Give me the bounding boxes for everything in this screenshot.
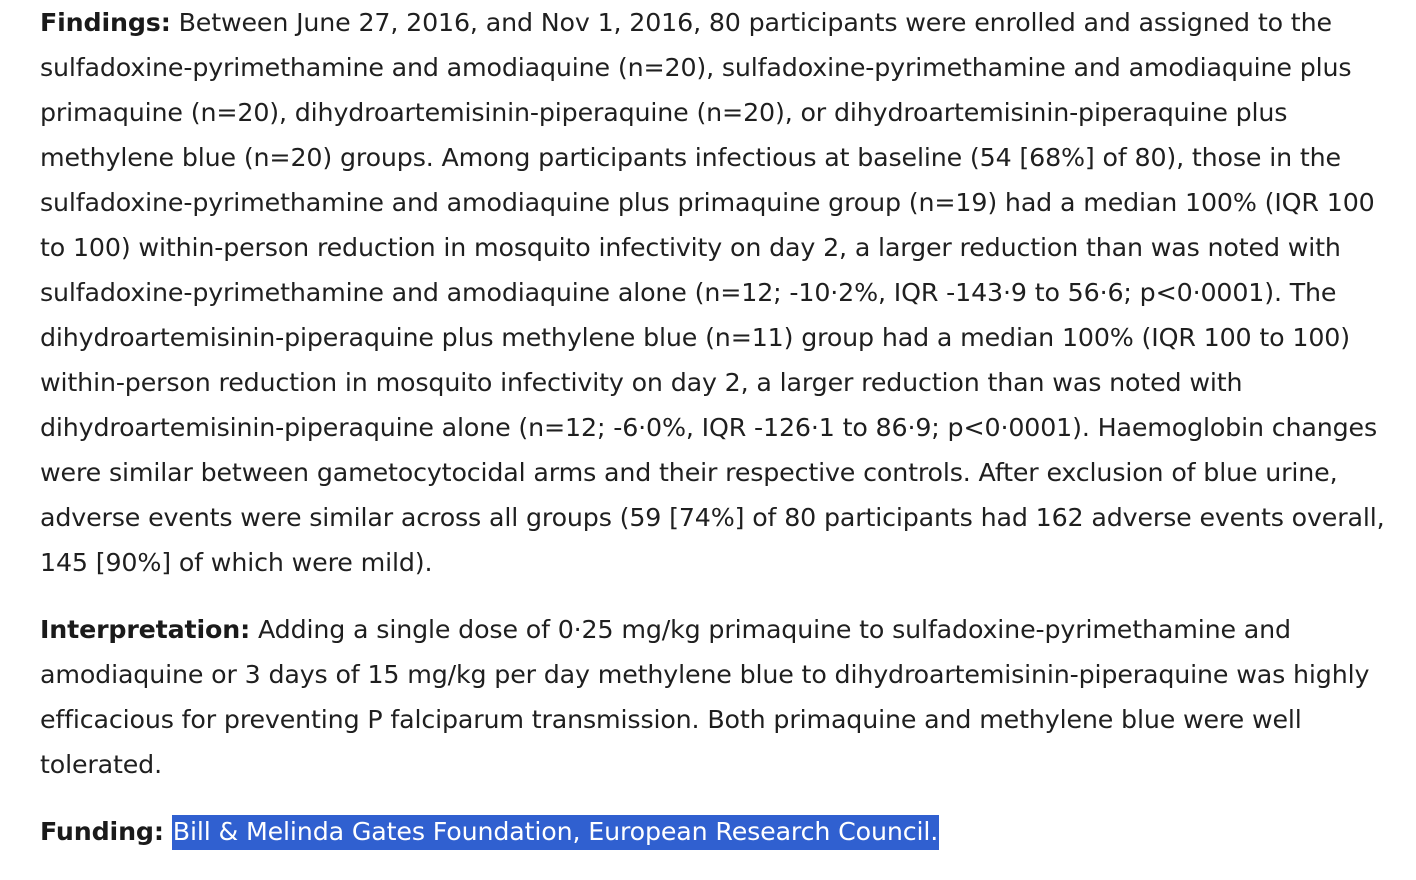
funding-paragraph	[40, 809, 1396, 854]
abstract-body	[40, 0, 1396, 854]
funding-label: Funding:	[40, 817, 164, 846]
findings-text: Between June 27, 2016, and Nov 1, 2016, 80 participants were enrolled and assigned to the sulfadoxine-pyrimethamine and amodiaquine (n=20), sulfadoxine-pyrimethamine and amodiaquine plus primaquine (n=20), dihydroartemisinin-piperaquine (n=20), or dihydroartemisinin-piperaquine plus methylene blue (n=20) groups. Among participants infectious at baseline (54 [68%] of 80), those in the sulfadoxine-pyrimethamine and amodiaquine plus primaquine group (n=19) had a median 100% (IQR 100 to 100) within-person reduction in mosquito infectivity on day 2, a larger reduction than was noted with sulfadoxine-pyrimethamine and amodiaquine alone (n=12; -10·2%, IQR -143·9 to 56·6; p<0·0001). The dihydroartemisinin-piperaquine plus methylene blue (n=11) group had a median 100% (IQR 100 to 100) within-person reduction in mosquito infectivity on day 2, a larger reduction than was noted with dihydroartemisinin-piperaquine alone (n=12; -6·0%, IQR -126·1 to 86·9; p<0·0001). Haemoglobin changes were similar between gametocytocidal arms and their respective controls. After exclusion of blue urine, adverse events were similar across all groups (59 [74%] of 80 participants had 162 adverse events overall, 145 [90%] of which were mild).	[40, 8, 1385, 577]
interpretation-text: Adding a single dose of 0·25 mg/kg primaquine to sulfadoxine-pyrimethamine and amodiaquine or 3 days of 15 mg/kg per day methylene blue to dihydroartemisinin-piperaquine was highly efficacious for preventing P falciparum transmission. Both primaquine and methylene blue were well tolerated.	[40, 615, 1370, 779]
findings-label: Findings:	[40, 8, 171, 37]
findings-paragraph	[40, 0, 1396, 585]
interpretation-paragraph	[40, 607, 1396, 787]
funding-text-selected[interactable]: Bill & Melinda Gates Foundation, European Research Council.	[172, 815, 939, 850]
interpretation-label: Interpretation:	[40, 615, 251, 644]
